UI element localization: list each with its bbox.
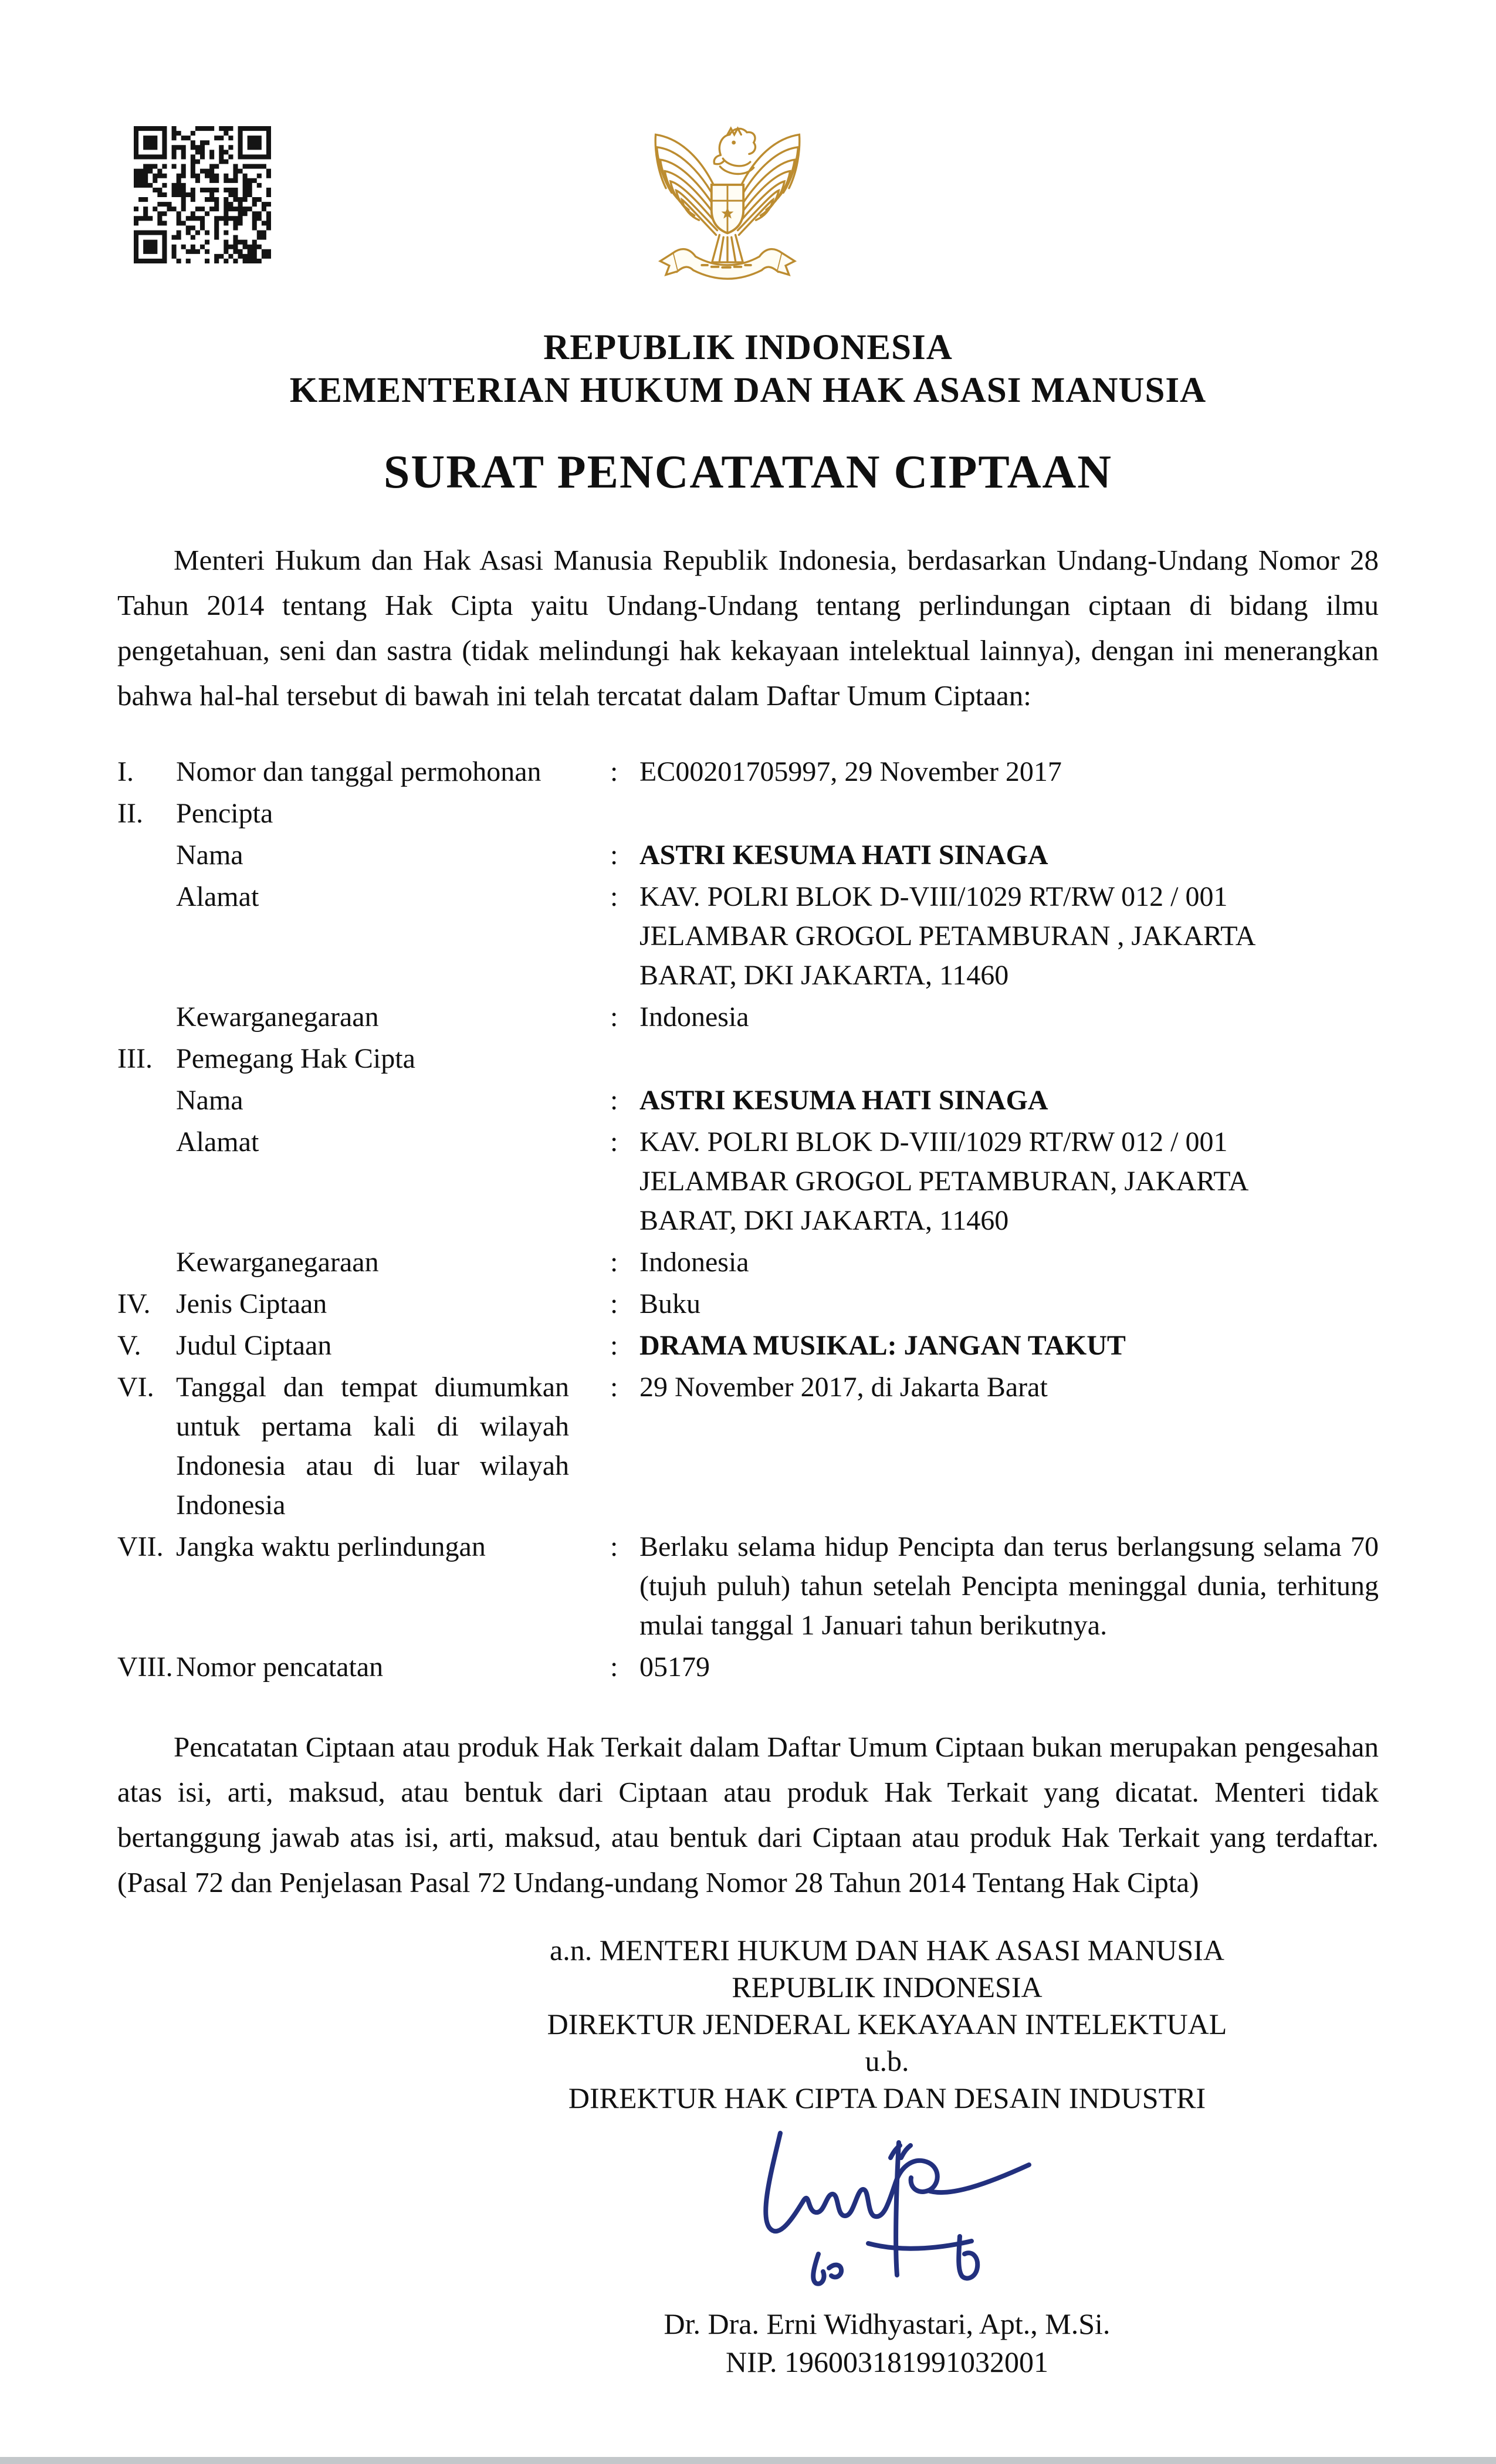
item-colon: : — [610, 1651, 618, 1683]
item-value: EC00201705997, 29 November 2017 — [639, 756, 1062, 787]
item-value: 05179 — [639, 1651, 710, 1683]
list-item — [0, 997, 1496, 1037]
item-label: Nomor pencatatan — [176, 1651, 384, 1683]
item-numeral — [117, 1122, 176, 1240]
item-colon: : — [610, 756, 618, 787]
item-label: Jenis Ciptaan — [176, 1288, 327, 1319]
item-numeral: VII. — [117, 1531, 164, 1562]
ministry-name: KEMENTERIAN HUKUM DAN HAK ASASI MANUSIA — [289, 371, 1207, 410]
item-value: Buku — [639, 1288, 701, 1319]
item-numeral — [117, 997, 176, 1037]
item-colon: : — [610, 1085, 618, 1116]
item-numeral: I. — [117, 756, 134, 787]
item-label: Tanggal dan tempat diumumkan untuk pertama kali di wilayah Indonesia atau di luar wilayah Indonesia — [176, 1372, 569, 1521]
scan-edge-strip — [0, 2457, 1496, 2464]
list-item — [0, 1243, 1496, 1282]
signatory-line-2: REPUBLIK INDONESIA — [732, 1971, 1043, 2003]
list-item — [0, 877, 1496, 995]
item-value — [639, 1039, 1379, 1078]
item-numeral: II. — [117, 798, 143, 829]
signature-block — [447, 1932, 1327, 2381]
qr-code-image — [134, 126, 271, 263]
item-colon: : — [610, 1126, 618, 1157]
item-label: Judul Ciptaan — [176, 1330, 332, 1361]
item-colon: : — [610, 1531, 618, 1562]
item-numeral: IV. — [117, 1288, 151, 1319]
country-name: REPUBLIK INDONESIA — [543, 328, 953, 367]
item-label: Nomor dan tanggal permohonan — [176, 756, 541, 787]
item-colon: : — [610, 1330, 618, 1361]
item-label: Kewarganegaraan — [176, 1247, 379, 1278]
item-colon — [610, 794, 639, 833]
item-label: Nama — [176, 1085, 243, 1116]
signatory-nip: NIP. 196003181991032001 — [725, 2345, 1049, 2378]
item-colon: : — [610, 1247, 618, 1278]
signatory-line-1: a.n. MENTERI HUKUM DAN HAK ASASI MANUSIA — [550, 1934, 1224, 1967]
item-value — [639, 794, 1379, 833]
item-value: 29 November 2017, di Jakarta Barat — [639, 1372, 1048, 1403]
item-colon: : — [610, 840, 618, 871]
list-item — [0, 1081, 1496, 1120]
items-list — [0, 752, 1496, 1687]
item-label: Jangka waktu perlindungan — [176, 1531, 486, 1562]
item-label: Pemegang Hak Cipta — [176, 1043, 415, 1074]
item-value: DRAMA MUSIKAL: JANGAN TAKUT — [639, 1330, 1126, 1361]
handwritten-signature — [723, 2127, 1051, 2290]
list-item — [0, 1039, 1496, 1078]
item-value: KAV. POLRI BLOK D-VIII/1029 RT/RW 012 / 001 JELAMBAR GROGOL PETAMBURAN , JAKARTA BARAT, DKI JAKARTA, 11460 — [639, 881, 1256, 991]
intro-paragraph: Menteri Hukum dan Hak Asasi Manusia Republik Indonesia, berdasarkan Undang-Undang Nomor 28 Tahun 2014 tentang Hak Cipta yaitu Undang-Undang tentang perlindungan ciptaan di bidang ilmu pengetahuan, seni dan sastra (tidak melindungi hak kekayaan intelektual lainnya), dengan ini menerangkan bahwa hal-hal tersebut di bawah ini telah tercatat dalam Daftar Umum Ciptaan: — [117, 544, 1379, 712]
item-label: Pencipta — [176, 798, 273, 829]
item-value: Indonesia — [639, 1247, 749, 1278]
list-item — [0, 1647, 1496, 1687]
item-label: Kewarganegaraan — [176, 1001, 379, 1033]
list-item — [0, 1122, 1496, 1240]
list-item — [0, 752, 1496, 791]
list-item — [0, 794, 1496, 833]
disclaimer-paragraph: Pencatatan Ciptaan atau produk Hak Terkait dalam Daftar Umum Ciptaan bukan merupakan pengesahan atas isi, arti, maksud, atau bentuk dari Ciptaan atau produk Hak Terkait yang dicatat. Menteri tidak bertanggung jawab atas isi, arti, maksud, atau bentuk dari Ciptaan atau produk Hak Terkait yang terdaftar. (Pasal 72 dan Penjelasan Pasal 72 Undang-undang Nomor 28 Tahun 2014 Tentang Hak Cipta) — [117, 1731, 1379, 1898]
item-numeral: V. — [117, 1330, 141, 1361]
item-value: ASTRI KESUMA HATI SINAGA — [639, 840, 1048, 871]
item-colon: : — [610, 881, 618, 912]
item-numeral — [117, 835, 176, 875]
item-colon — [610, 1039, 639, 1078]
garuda-pancasila-emblem — [648, 117, 807, 289]
item-value: Indonesia — [639, 1001, 749, 1033]
item-value: Berlaku selama hidup Pencipta dan terus berlangsung selama 70 (tujuh puluh) tahun setelah Pencipta meninggal dunia, terhitung mulai tanggal 1 Januari tahun berikutnya. — [639, 1531, 1379, 1641]
qr-code — [134, 126, 271, 263]
signatory-name: Dr. Dra. Erni Widhyastari, Apt., M.Si. — [664, 2307, 1111, 2340]
signatory-line-5: DIREKTUR HAK CIPTA DAN DESAIN INDUSTRI — [568, 2081, 1206, 2114]
list-item — [0, 1326, 1496, 1365]
item-colon: : — [610, 1001, 618, 1033]
item-label: Alamat — [176, 881, 259, 912]
item-numeral: III. — [117, 1043, 153, 1074]
list-item — [0, 1284, 1496, 1324]
signatory-line-3: DIREKTUR JENDERAL KEKAYAAN INTELEKTUAL — [547, 2008, 1227, 2040]
document-title: SURAT PENCATATAN CIPTAAN — [383, 446, 1113, 498]
item-colon: : — [610, 1372, 618, 1403]
item-numeral — [117, 1243, 176, 1282]
item-numeral: VI. — [117, 1372, 154, 1403]
item-numeral: VIII. — [117, 1651, 173, 1683]
item-label: Alamat — [176, 1126, 259, 1157]
list-item — [0, 835, 1496, 875]
item-label: Nama — [176, 840, 243, 871]
list-item — [0, 1368, 1496, 1525]
item-value: ASTRI KESUMA HATI SINAGA — [639, 1085, 1048, 1116]
item-numeral — [117, 1081, 176, 1120]
signatory-line-4: u.b. — [865, 2045, 909, 2077]
item-numeral — [117, 877, 176, 995]
item-colon: : — [610, 1288, 618, 1319]
item-value: KAV. POLRI BLOK D-VIII/1029 RT/RW 012 / 001 JELAMBAR GROGOL PETAMBURAN, JAKARTA BARAT, DKI JAKARTA, 11460 — [639, 1126, 1249, 1236]
list-item — [0, 1527, 1496, 1645]
